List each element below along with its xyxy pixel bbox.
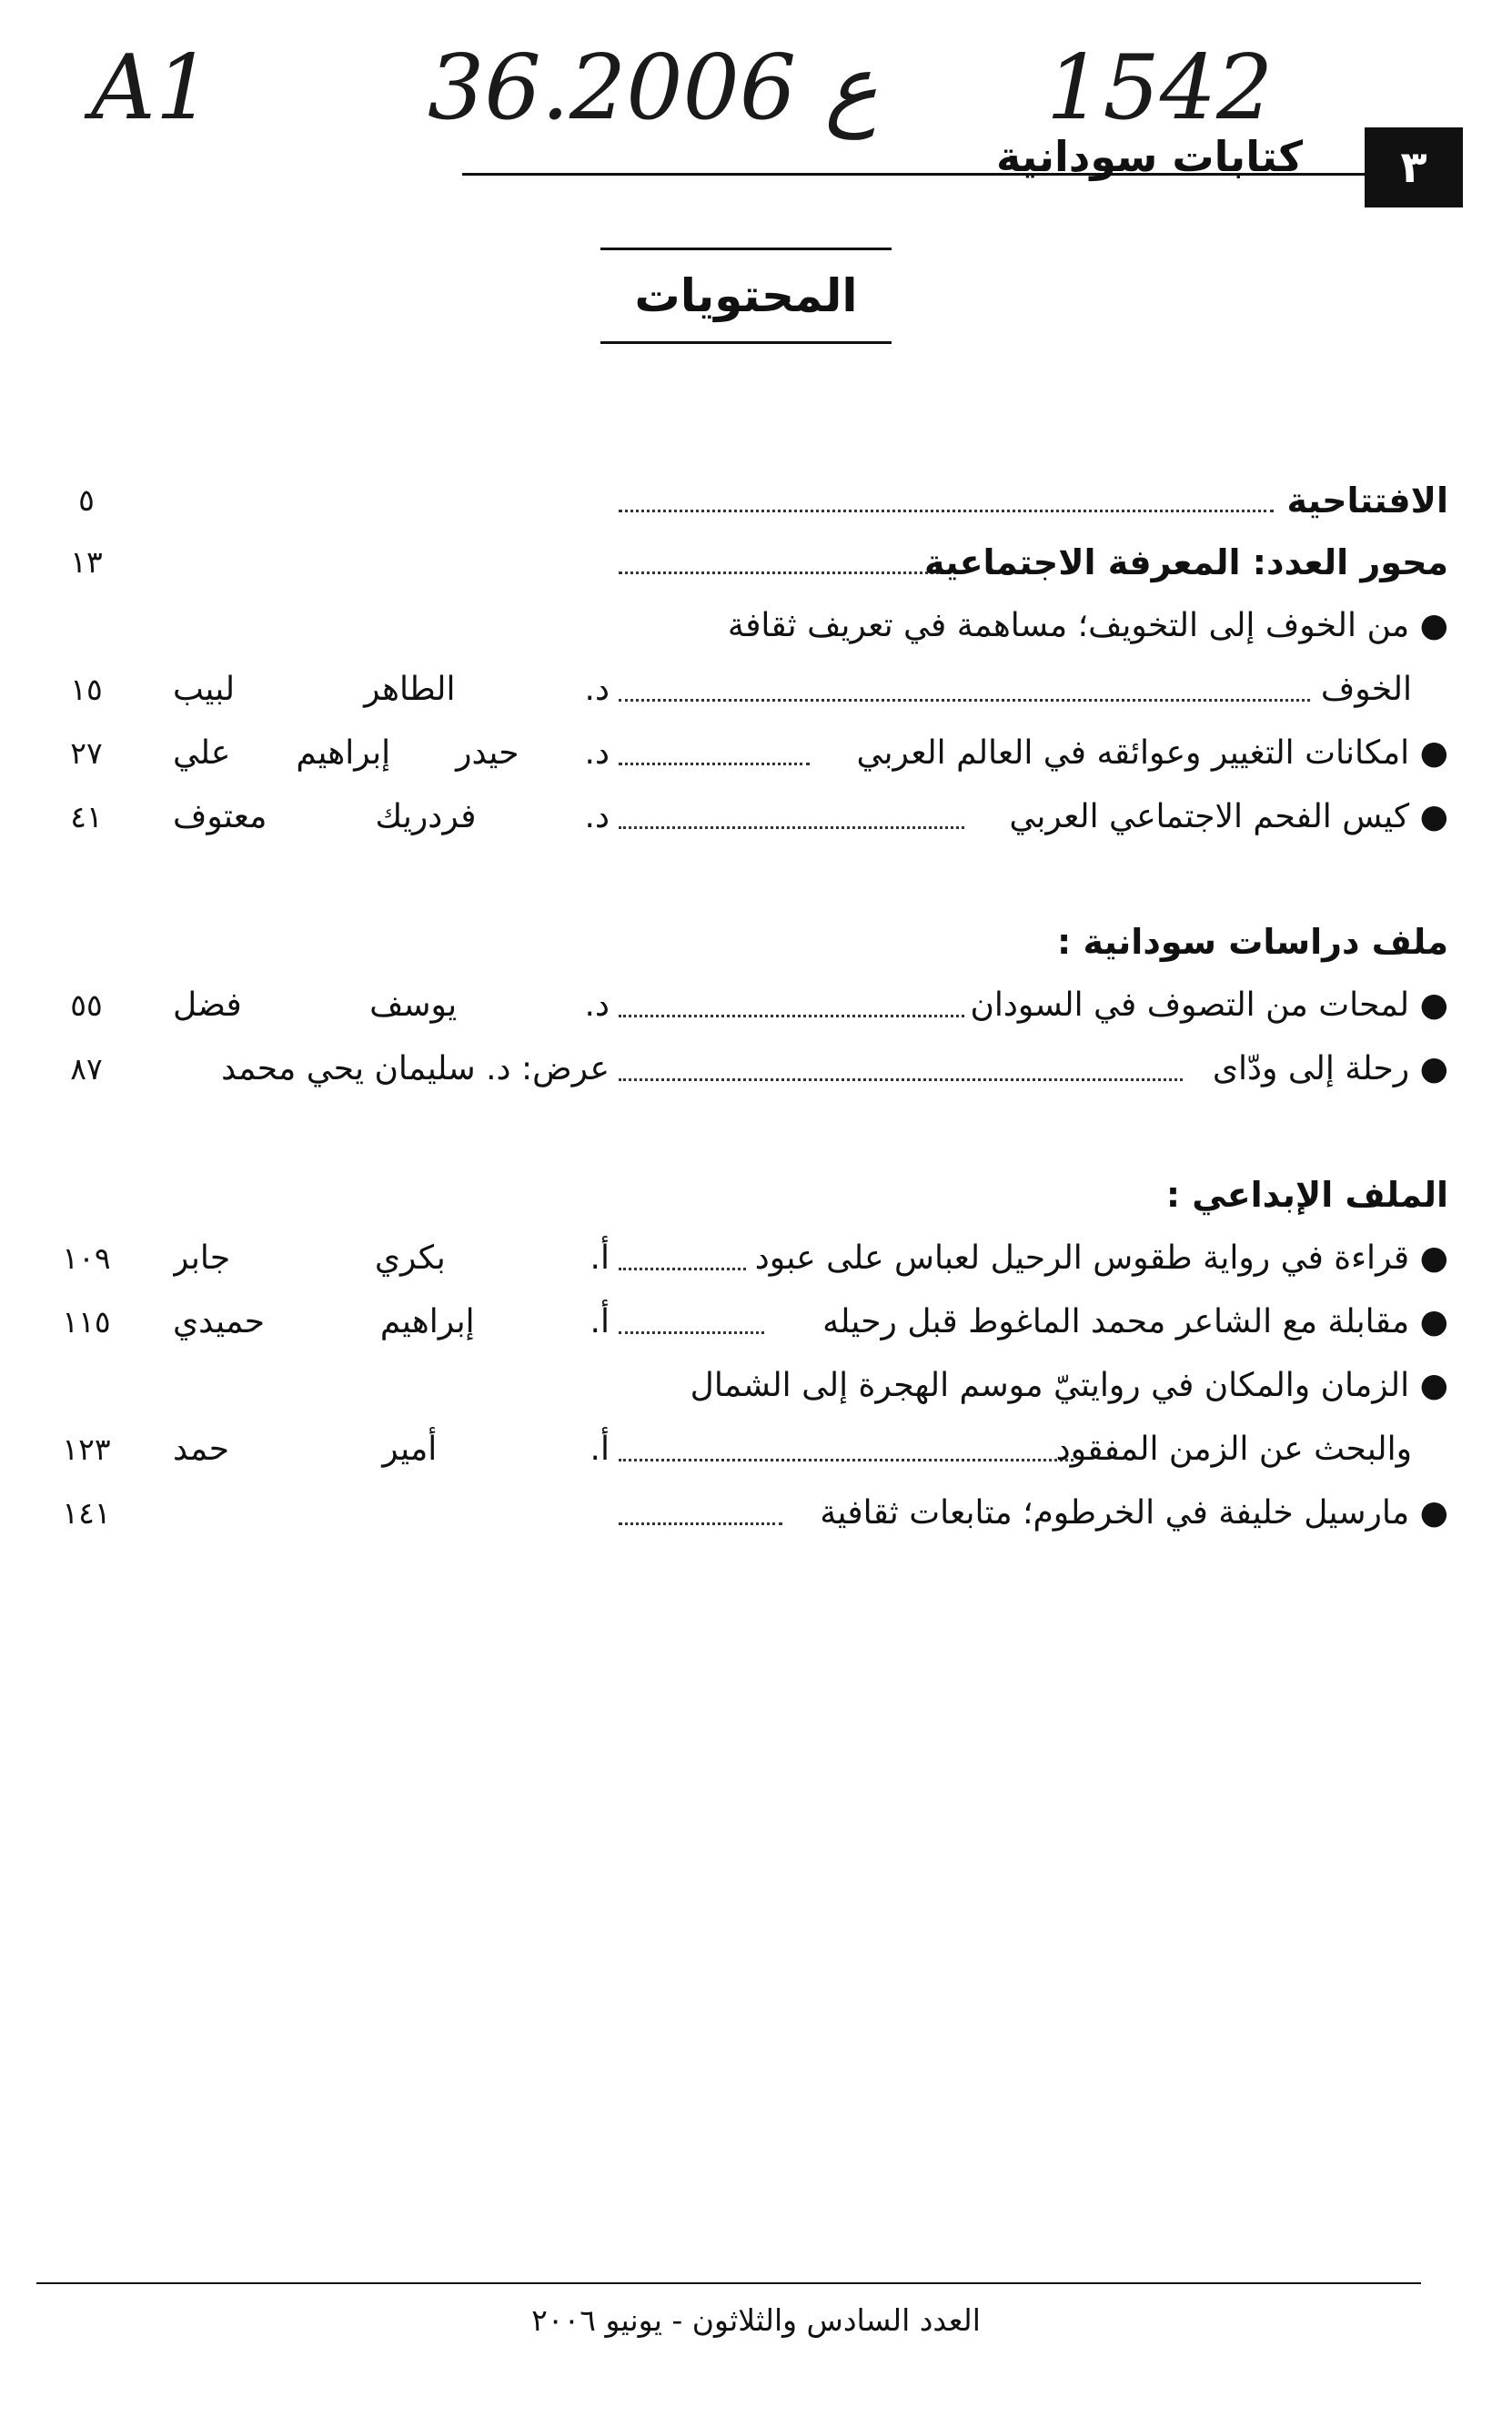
page-ref: ١٥ <box>70 672 103 707</box>
toc-title: والبحث عن الزمن المفقود <box>1055 1431 1412 1468</box>
toc-title: ● امكانات التغيير وعوائقه في العالم العربي <box>856 734 1448 772</box>
toc-title: ● مقابلة مع الشاعر محمد الماغوط قبل رحيله <box>822 1303 1448 1340</box>
page-number-box <box>1365 127 1463 207</box>
leader-dots <box>619 1262 746 1270</box>
section-heading: الملف الإبداعي : <box>1165 1175 1448 1215</box>
author: أ. إبراهيم حميدي <box>173 1303 610 1340</box>
toc-title: الخوف <box>1320 671 1412 708</box>
toc-row-entry4 <box>36 978 1448 1033</box>
leader-dots <box>619 757 810 765</box>
toc-row-entry1-line2 <box>36 662 1448 717</box>
toc-row-entry8-line2 <box>36 1422 1448 1477</box>
header-rule-short <box>1310 173 1356 176</box>
author: د. الطاهر لبيب <box>173 671 610 708</box>
page-ref: ١٢٣ <box>62 1431 111 1467</box>
toc-title: ● قراءة في رواية طقوس الرحيل لعباس على عبود <box>754 1239 1448 1277</box>
toc-section-sudanese-studies <box>36 915 1448 969</box>
toc-title: ● كيس الفحم الاجتماعي العربي <box>1009 798 1448 835</box>
page-ref: ٨٧ <box>70 1051 103 1087</box>
leader-dots <box>619 1453 1074 1461</box>
leader-dots <box>619 566 946 574</box>
toc-title: ● لمحات من التصوف في السودان <box>970 986 1448 1024</box>
page-ref: ٤١ <box>70 799 103 834</box>
contents-heading-box <box>600 248 892 344</box>
toc-row-theme <box>36 535 1448 590</box>
toc-section-creative <box>36 1168 1448 1222</box>
page-ref: ١١٥ <box>62 1304 111 1340</box>
toc-title: ● الزمان والمكان في روايتيّ موسم الهجرة إلى الشمال <box>690 1367 1448 1404</box>
toc-title: ● مارسيل خليفة في الخرطوم؛ متابعات ثقافية <box>820 1494 1448 1532</box>
author: د. فردريك معتوف <box>173 798 610 835</box>
author: أ. أمير حمد <box>173 1431 610 1468</box>
leader-dots <box>619 1009 964 1017</box>
toc-row-entry3 <box>36 790 1448 844</box>
leader-dots <box>619 504 1274 512</box>
page-ref: ٥٥ <box>70 987 103 1023</box>
toc-row-entry5 <box>36 1042 1448 1097</box>
page-ref: ١٣ <box>70 544 103 580</box>
toc-title: ● من الخوف إلى التخويف؛ مساهمة في تعريف ثقافة <box>727 607 1448 644</box>
author: عرض: د. سليمان يحي محمد <box>221 1050 610 1087</box>
section-heading: ملف دراسات سودانية : <box>1057 922 1448 962</box>
handwritten-date: 36.ع 2006 <box>428 36 878 140</box>
toc-title: محور العدد: المعرفة الاجتماعية <box>924 542 1448 582</box>
toc-title: ● رحلة إلى ودّاى <box>1212 1050 1448 1087</box>
leader-dots <box>619 821 964 829</box>
contents-heading: المحتويات <box>634 269 858 322</box>
leader-dots <box>619 1073 1183 1081</box>
toc-row-entry7 <box>36 1295 1448 1350</box>
toc-row-entry1-line1 <box>36 599 1448 653</box>
leader-dots <box>619 1326 764 1334</box>
page-ref: ٥ <box>78 482 95 518</box>
toc-row-entry8-line1 <box>36 1359 1448 1413</box>
footer-rule <box>36 2282 1421 2284</box>
author: د. يوسف فضل <box>173 986 610 1024</box>
page-ref: ١٠٩ <box>62 1240 111 1276</box>
page-ref: ٢٧ <box>70 735 103 771</box>
issue-footer: العدد السادس والثلاثون - يونيو ٢٠٠٦ <box>531 2302 981 2338</box>
leader-dots <box>619 693 1310 702</box>
handwritten-number: 1542 <box>1046 36 1274 140</box>
author: أ. بكري جابر <box>173 1239 610 1277</box>
leader-dots <box>619 1517 782 1525</box>
author: د. حيدر إبراهيم علي <box>173 734 610 772</box>
toc-row-entry6 <box>36 1231 1448 1286</box>
handwritten-code: A1 <box>91 36 213 140</box>
toc-title: الافتتاحية <box>1286 480 1448 521</box>
toc-row-opening <box>36 473 1448 528</box>
page-ref: ١٤١ <box>62 1495 111 1531</box>
page-number: ٣ <box>1400 142 1427 193</box>
journal-title: كتابات سودانية <box>996 132 1303 181</box>
toc-row-entry9 <box>36 1486 1448 1541</box>
toc-row-entry2 <box>36 726 1448 781</box>
